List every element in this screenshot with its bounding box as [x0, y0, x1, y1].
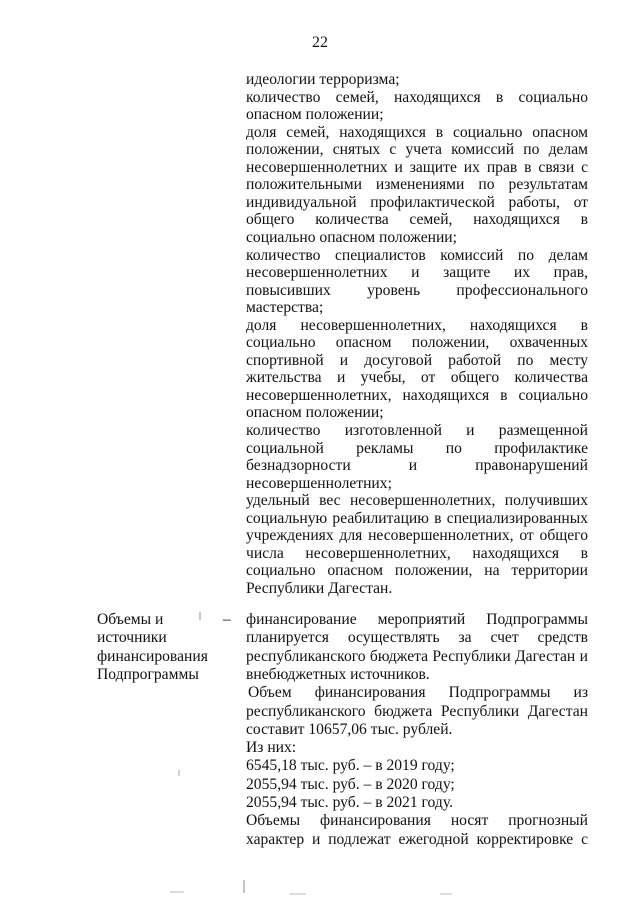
indicators-text-line: Республики Дагестан. [246, 579, 393, 597]
funding-text-line: Объем финансирования Подпрограммы из [248, 684, 588, 702]
indicators-text-line: учреждениях для несовершеннолетних, от общего [246, 527, 588, 545]
indicators-text-line: повысивших уровень профессионального [246, 281, 588, 299]
indicators-text-line: социально опасном положении, на территории [246, 562, 588, 580]
funding-text-line: Объемы финансирования носят прогнозный [246, 812, 588, 830]
label-dash: – [223, 611, 231, 628]
funding-text-line: 2055,94 тыс. руб. – в 2021 году. [246, 794, 453, 811]
funding-text-line: республиканского бюджета Республики Дагестан [246, 702, 588, 720]
funding-text-line: 6545,18 тыс. руб. – в 2019 году; [246, 757, 455, 775]
funding-text-line: финансирование мероприятий Подпрограммы [246, 611, 588, 628]
indicators-text-line: спортивной и досуговой работой по месту [246, 351, 588, 369]
indicators-text-line: жительства и учебы, от общего количества [246, 369, 588, 387]
indicators-text-line: количество специалистов комиссий по делам [246, 246, 588, 264]
funding-label-line: Объемы и [97, 611, 164, 628]
indicators-text-line: опасном положении; [246, 106, 384, 124]
indicators-text-line: опасном положении; [246, 404, 384, 422]
indicators-text-line: общего количества семей, находящихся в [246, 211, 588, 229]
indicators-text-line: несовершеннолетних и защите их прав в связи с [246, 158, 588, 176]
indicators-text-line: положении, снятых с учета комиссий по делам [246, 141, 588, 159]
indicators-text-line: социально опасном положении, охваченных [246, 334, 588, 352]
indicators-text-line: социальную реабилитацию в специализированных [246, 509, 588, 527]
page-number: 22 [312, 34, 328, 51]
funding-text-line: составит 10657,06 тыс. рублей. [246, 720, 453, 738]
funding-label-line: финансирования [97, 647, 208, 665]
indicators-text-line: индивидуальной профилактической работы, от [246, 193, 588, 211]
indicators-text-line: идеологии терроризма; [246, 71, 400, 88]
funding-text-line: Из них: [246, 739, 297, 757]
indicators-text-line: количество изготовленной и размещенной [246, 422, 588, 439]
indicators-text-line: несовершеннолетних и защите их прав, [246, 264, 588, 282]
indicators-text-line: несовершеннолетних; [246, 474, 392, 492]
indicators-text-line: доля семей, находящихся в социально опасном [246, 123, 588, 141]
funding-text-line: республиканского бюджета Республики Дагестан и [246, 647, 588, 665]
indicators-text-line: социальной рекламы по профилактике [246, 439, 588, 457]
funding-text-line: характер и подлежат ежегодной корректировке с [246, 830, 588, 848]
funding-label-line: источники [97, 629, 167, 647]
indicators-text-line: социально опасном положении; [246, 228, 457, 246]
indicators-text-line: удельный вес несовершеннолетних, получивших [246, 492, 588, 510]
funding-text-line: 2055,94 тыс. руб. – в 2020 году; [246, 775, 455, 793]
indicators-text-line: числа несовершеннолетних, находящихся в [246, 544, 588, 562]
funding-text-line: внебюджетных источников. [246, 665, 430, 683]
indicators-text-line: несовершеннолетних, находящихся в социально [246, 386, 588, 404]
indicators-text-line: доля несовершеннолетних, находящихся в [246, 316, 588, 334]
funding-label-line: Подпрограммы [97, 665, 199, 683]
indicators-text-line: мастерства; [246, 299, 324, 317]
indicators-text-line: количество семей, находящихся в социально [246, 88, 588, 106]
indicators-text-line: безнадзорности и правонарушений [246, 457, 588, 475]
funding-text-line: планируется осуществлять за счет средств [246, 629, 588, 647]
indicators-text-line: положительными изменениями по результатам [246, 176, 588, 194]
